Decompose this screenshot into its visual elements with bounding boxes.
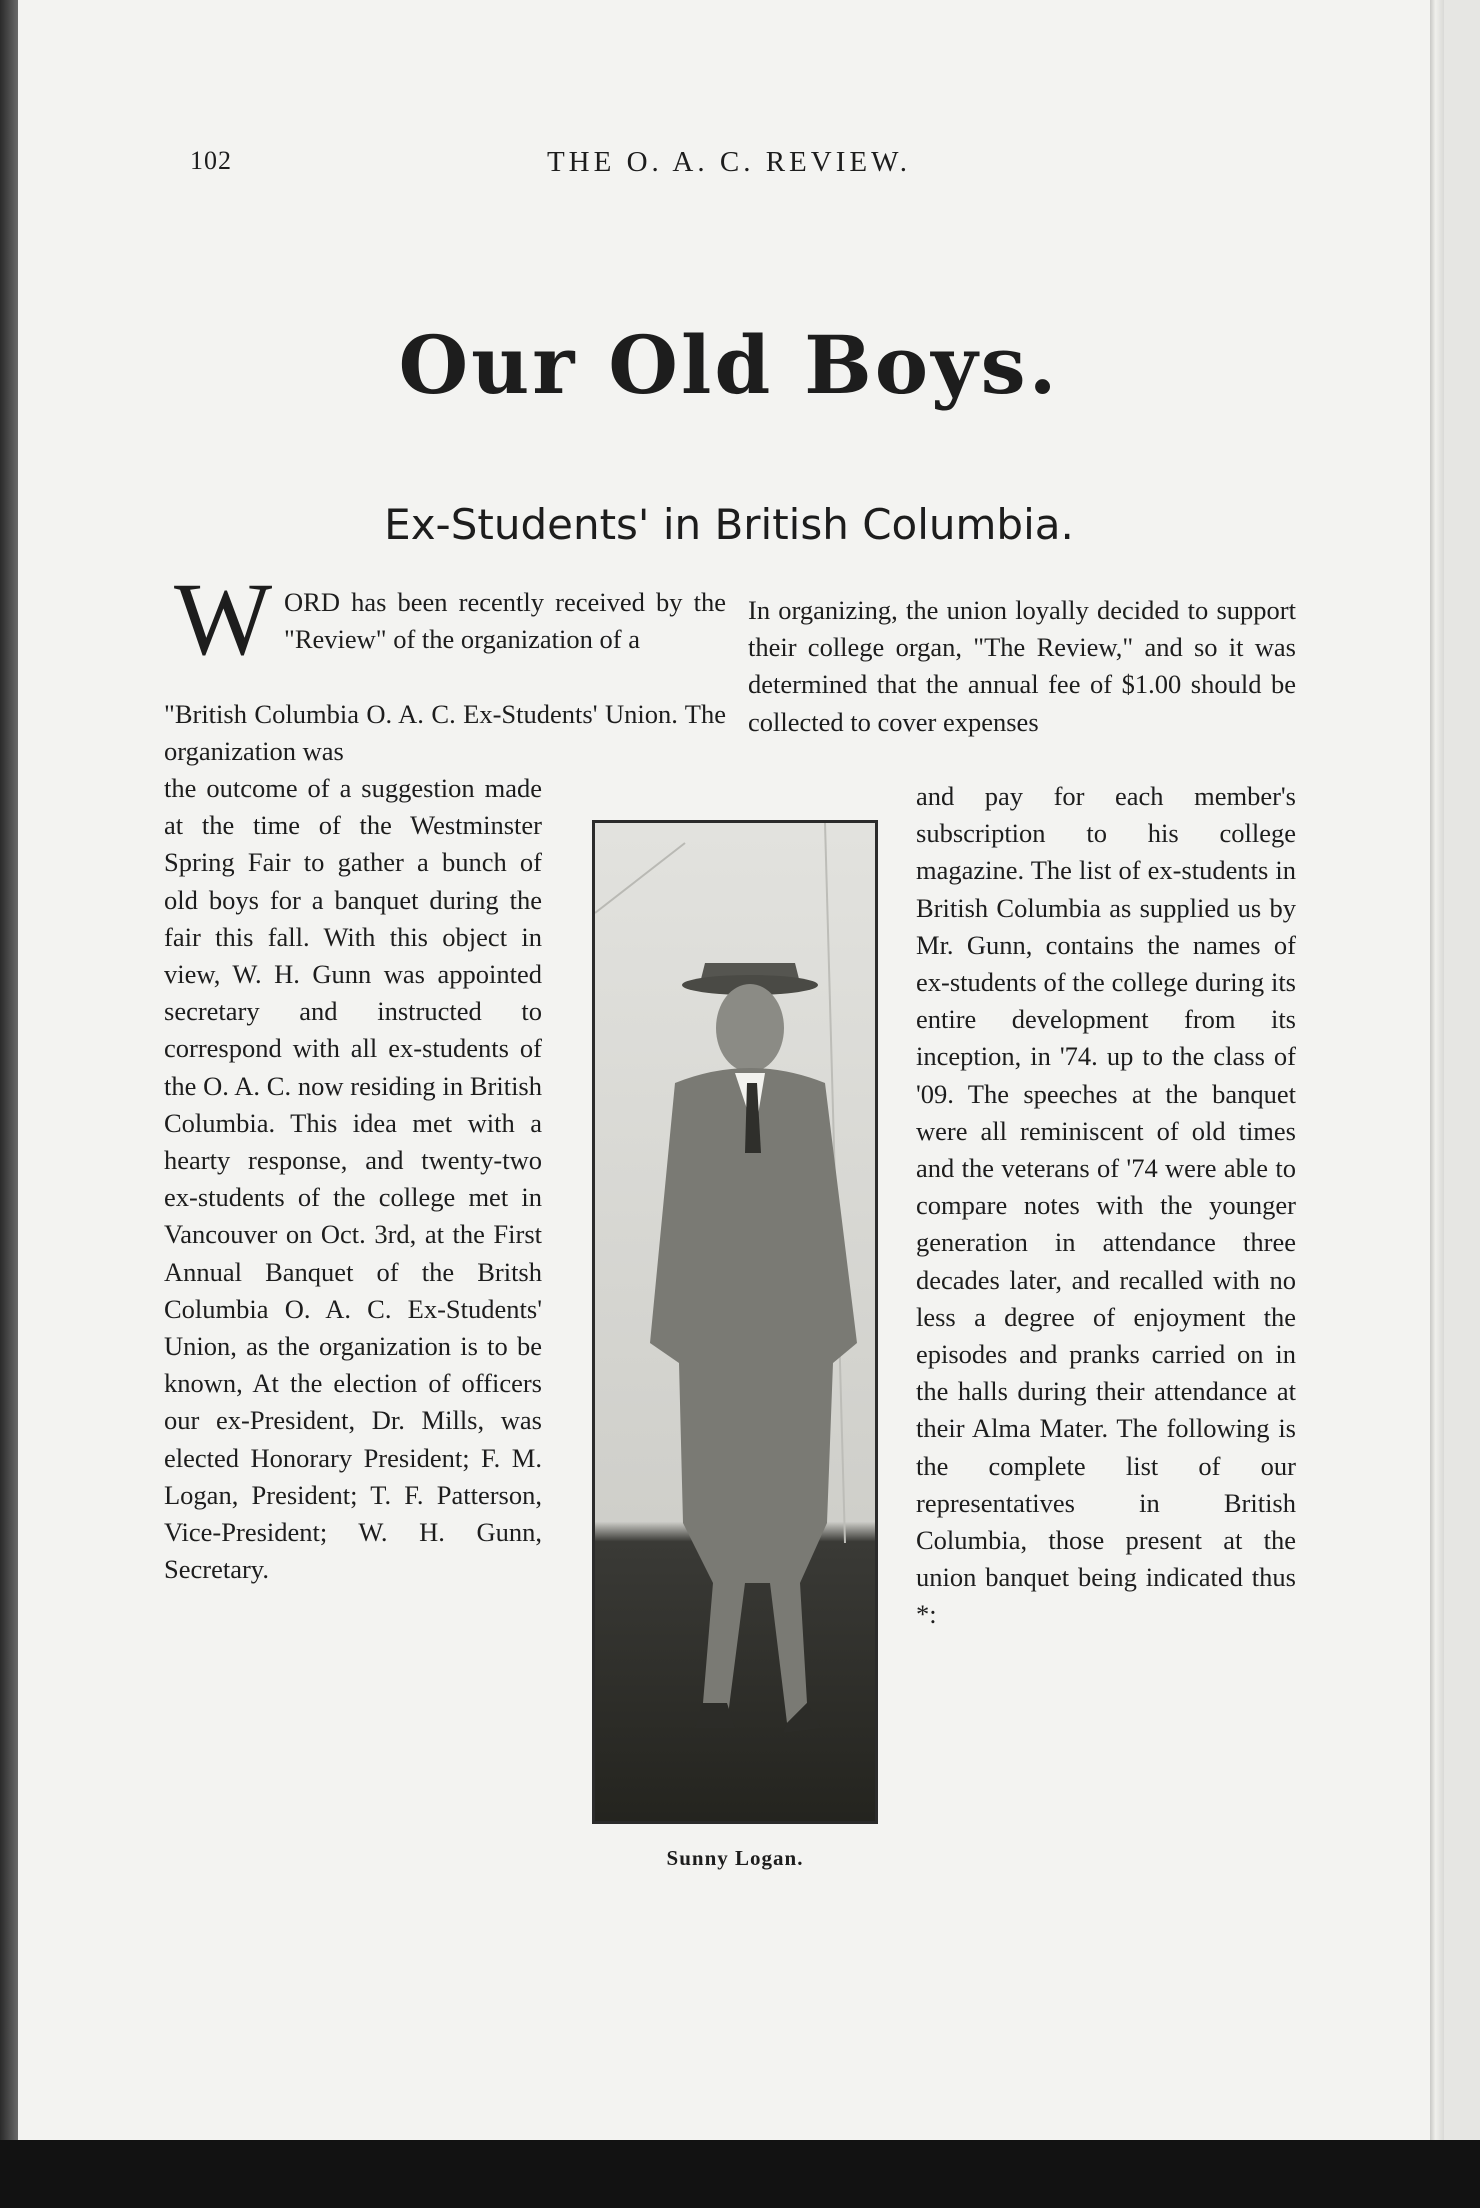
page-right-edge: [1430, 0, 1444, 2140]
column-1-body: [164, 770, 542, 1588]
article-title: Our Old Boys.: [398, 318, 1060, 412]
paragraph: and pay for each member's subscription to his college magazine. The list of ex-students in British Columbia as supplied us by Mr. Gunn, contains the names of ex-students of the college during its entire development from its inception, in '74. up to the class of '09. The speeches at the banquet were all reminiscent of old times and the veterans of '74 were able to compare notes with the younger generation in attendance three decades later, and recalled with no less a degree of enjoyment the episodes and pranks carried on in the halls during their attendance at their Alma Mater. The following is the complete list of our representatives in British Columbia, those present at the union banquet being indicated thus *:: [916, 781, 1296, 1630]
paragraph: ORD has been recently received by the "Review" of the organization of a: [284, 587, 726, 655]
page-left-edge: [0, 0, 18, 2140]
adjacent-page-strip: [1444, 0, 1480, 2140]
running-head: THE O. A. C. REVIEW.: [546, 146, 912, 178]
photo-caption: Sunny Logan.: [666, 1846, 804, 1870]
article-subtitle: Ex-Students' in British Columbia.: [384, 500, 1074, 549]
paragraph: In organizing, the union loyally decided to support their college organ, "The Review," and so it was determined that the annual fee of $1.00 should be collected to cover expenses: [748, 595, 1296, 737]
paragraph: "British Columbia O. A. C. Ex-Students' Union. The organization was: [164, 699, 726, 767]
column-1-intro-continued: [164, 696, 726, 770]
page-number: 102: [190, 146, 232, 175]
portrait-photo: [592, 820, 878, 1824]
drop-cap: W: [174, 562, 273, 677]
scan-bottom-border: [0, 2140, 1480, 2208]
column-2-body: [916, 778, 1296, 1634]
page: [18, 0, 1440, 2140]
paragraph: the outcome of a suggestion made at the time of the Westminster Spring Fair to gather a bunch of old boys for a banquet during the fair this fall. With this object in view, W. H. Gunn was appointed secretary and instructed to correspond with all ex-students of the O. A. C. now residing in British Columbia. This idea met with a hearty response, and twenty-two ex-students of the college met in Vancouver on Oct. 3rd, at the First Annual Banquet of the Britsh Columbia O. A. C. Ex-Students' Union, as the organization is to be known, At the election of officers our ex-President, Dr. Mills, was elected Honorary President; F. M. Logan, President; T. F. Patterson, Vice-President; W. H. Gunn, Secretary.: [164, 773, 542, 1585]
column-1-intro: [284, 584, 726, 658]
column-2-intro: [748, 592, 1296, 741]
